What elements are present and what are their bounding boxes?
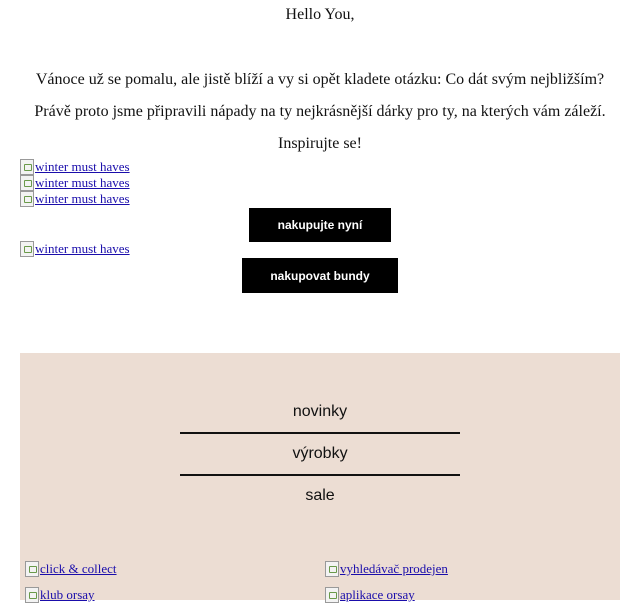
image-alt-text: winter must haves	[35, 191, 130, 206]
broken-image-icon	[25, 561, 39, 577]
broken-image-icon	[20, 159, 34, 175]
footer-panel	[20, 353, 620, 600]
link-alt-text: click & collect	[40, 561, 117, 576]
winter-must-haves-image-link-2[interactable]	[20, 175, 130, 191]
link-alt-text: klub orsay	[40, 587, 95, 602]
store-finder-link[interactable]	[325, 561, 448, 577]
image-alt-text: winter must haves	[35, 241, 130, 256]
intro-line-3: Inspirujte se!	[278, 135, 362, 152]
nav-link-sale[interactable]: sale	[305, 487, 335, 504]
nav-divider	[180, 474, 460, 476]
winter-must-haves-image-link-4[interactable]	[20, 241, 130, 257]
link-alt-text: vyhledávač prodejen	[340, 561, 448, 576]
nav-link-vyrobky[interactable]: výrobky	[292, 445, 348, 462]
image-alt-text: winter must haves	[35, 175, 130, 190]
broken-image-icon	[325, 561, 339, 577]
broken-image-icon	[325, 587, 339, 603]
nav-link-novinky[interactable]: novinky	[292, 403, 348, 420]
shop-now-button[interactable]: nakupujte nyní	[249, 208, 391, 242]
club-orsay-link[interactable]	[25, 587, 95, 603]
winter-must-haves-image-link-3[interactable]	[20, 191, 130, 207]
shop-jackets-button[interactable]: nakupovat bundy	[242, 258, 398, 293]
greeting: Hello You,	[285, 6, 355, 23]
image-alt-text: winter must haves	[35, 159, 130, 174]
winter-must-haves-image-link-1[interactable]	[20, 159, 130, 175]
nav-divider	[180, 432, 460, 434]
broken-image-icon	[20, 175, 34, 191]
click-collect-link[interactable]	[25, 561, 117, 577]
broken-image-icon	[25, 587, 39, 603]
broken-image-icon	[20, 241, 34, 257]
broken-image-icon	[20, 191, 34, 207]
link-alt-text: aplikace orsay	[340, 587, 415, 602]
intro-line-1: Vánoce už se pomalu, ale jistě blíží a vy si opět kladete otázku: Co dát svým nejbližším?	[35, 71, 605, 88]
orsay-app-link[interactable]	[325, 587, 415, 603]
intro-line-2: Právě proto jsme připravili nápady na ty nejkrásnější dárky pro ty, na kterých vám záleží.	[34, 103, 606, 120]
